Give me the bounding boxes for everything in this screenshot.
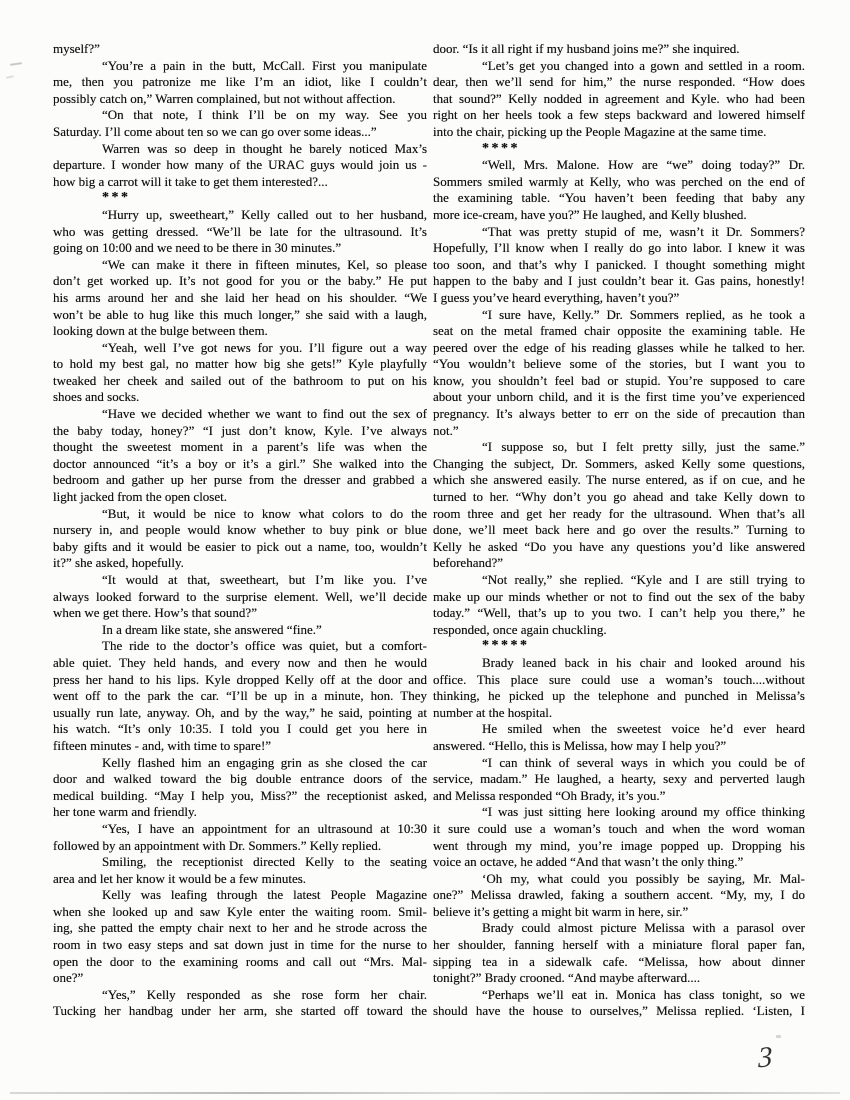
text-line: “Hurry up, sweetheart,” Kelly called out to her husband, xyxy=(102,206,427,222)
text-line: going on 10:00 and we need to be there in 30 minutes.” xyxy=(53,240,342,256)
text-line: make up our minds whether or not to find out the sex of the baby xyxy=(433,588,805,604)
text-line: thinking, he picked up the telephone and punched in Melissa’s xyxy=(433,688,805,704)
text-line: “You wouldn’t believe some of the stories, but I want you to xyxy=(433,356,805,372)
text-line: right on her heels took a few steps backward and lowered himself xyxy=(433,107,805,123)
text-line: office. This place sure could use a woman’s touch....without xyxy=(433,671,805,687)
text-line: In a dream like state, she answered “fine.” xyxy=(102,621,322,637)
text-line: beforehand?” xyxy=(433,555,504,571)
text-line: “But, it would be nice to know what colors to do the xyxy=(102,505,427,521)
text-line: “I was just sitting here looking around my office thinking xyxy=(482,804,805,820)
text-line: his arms around her and she laid her head on his shoulder. “We xyxy=(53,289,427,305)
text-line: went through my mind, you’re image popped up. Dropping his xyxy=(433,837,805,853)
text-line: should have the house to ourselves,” Melissa replied. ‘Listen, I xyxy=(433,1003,805,1019)
text-line: turned to her. “Why don’t you go ahead and take Kelly down to xyxy=(433,489,805,505)
text-line: one?” xyxy=(53,970,84,986)
text-line: followed by an appointment with Dr. Sommers.” Kelly replied. xyxy=(53,837,382,853)
text-line: room in two easy steps and sat down just in time for the nurse to xyxy=(53,937,427,953)
text-line: into the chair, picking up the People Magazine at the same time. xyxy=(433,123,767,139)
text-line: which she answered easily. The nurse entered, as if on cue, and he xyxy=(433,472,805,488)
text-line: “That was pretty stupid of me, wasn’t it Dr. Sommers? xyxy=(482,223,805,239)
text-line: how big a carrot will it take to get them interested?... xyxy=(53,173,328,189)
text-line: “Yes,” Kelly responded as she rose form her chair. xyxy=(102,986,427,1002)
text-line: usually run late, anyway. Oh, and by the way,” he said, pointing at xyxy=(53,704,427,720)
text-line: Hopefully, I’ll know when I really do go into labor. I knew it was xyxy=(433,240,805,256)
text-line: “You’re a pain in the butt, McCall. First you manipulate xyxy=(102,57,427,73)
text-line: Kelly he asked “Do you have any questions you’d like answered xyxy=(433,538,805,554)
text-line: light jacked from the open closet. xyxy=(53,489,228,505)
text-line: believe it’s getting a might bit warm in here, sir.” xyxy=(433,903,689,919)
text-line: Saturday. I’ll come about ten so we can go over some ideas...” xyxy=(53,123,377,139)
text-line: possibly catch on,” Warren complained, but not without affection. xyxy=(53,90,396,106)
text-line: voice an octave, he added “And that wasn’t the only thing.” xyxy=(433,854,744,870)
text-line: Kelly flashed him an engaging grin as she closed the car xyxy=(102,754,427,770)
text-line: Kelly was leafing through the latest People Magazine xyxy=(102,887,427,903)
text-line: Sommers smiled warmly at Kelly, who was perched on the end of xyxy=(433,173,805,189)
text-line: departure. I wonder how many of the URAC guys would join us - xyxy=(53,157,427,173)
text-line: peered over the edge of his reading glasses while he talked to her. xyxy=(433,339,805,355)
text-line: seat on the metal framed chair opposite the examining table. He xyxy=(433,323,805,339)
text-line: it?” she asked, hopefully. xyxy=(53,555,184,571)
text-line: “Yes, I have an appointment for an ultrasound at 10:30 xyxy=(102,820,427,836)
text-line: that sound?” Kelly nodded in agreement and Kyle. who had been xyxy=(433,90,805,106)
text-line: door. “Is it all right if my husband joins me?” she inquired. xyxy=(433,41,740,56)
text-line: number at the hospital. xyxy=(433,704,553,720)
text-line: “Yeah, well I’ve got news for you. I’ll figure out a way xyxy=(102,339,427,355)
text-line: “I sure have, Kelly.” Dr. Sommers replied, as he took a xyxy=(482,306,805,322)
text-line: room three and get her ready for the ultrasound. When that’s all xyxy=(433,505,805,521)
text-line: when we get there. How’s that sound?” xyxy=(53,605,257,621)
text-line: me, then you patronize me like I’m an idiot, like I couldn’t xyxy=(53,74,427,90)
text-line: her shoulder, fanning herself with a miniature floral paper fan, xyxy=(433,937,805,953)
section-separator: **** xyxy=(482,140,520,156)
text-line: “Not really,” she replied. “Kyle and I are still trying to xyxy=(482,572,805,587)
text-line: Brady could almost picture Melissa with a parasol over xyxy=(482,920,805,936)
page-number: 3 xyxy=(757,1040,773,1075)
text-line: her tone warm and friendly. xyxy=(53,804,197,820)
text-line: door and walked toward the big double entrance doors of the xyxy=(53,771,427,787)
text-line: I guess you’ve heard everything, haven’t you?” xyxy=(433,289,680,305)
text-line: and Melissa responded “Oh Brady, it’s you.” xyxy=(433,787,666,803)
section-separator: *** xyxy=(102,190,131,206)
text-line: the examining table. “You haven’t been feeding that baby any xyxy=(433,190,805,206)
text-line: pregnancy. It’s always better to err on the side of precaution than xyxy=(433,406,805,422)
text-line: baby gifts and it would be easier to pick out a name, too, wouldn’t xyxy=(53,538,427,554)
text-line: always looked forward to the surprise element. Well, we’ll decide xyxy=(53,588,427,604)
text-line: won’t be able to hug like this much longer,” she said with a laugh, xyxy=(53,306,427,322)
text-line: ‘Oh my, what could you possibly be saying, Mr. Mal- xyxy=(482,870,805,886)
text-line: area and let her know it would be a few minutes. xyxy=(53,870,307,886)
text-line: bedroom and gather up her purse from the dresser and grabbed a xyxy=(53,472,427,488)
scan-artifact-bottom-line xyxy=(10,1092,840,1094)
text-line: “We can make it there in fifteen minutes, Kel, so please xyxy=(102,256,427,272)
text-line: “On that note, I think I’ll be on my way. See you xyxy=(102,107,427,123)
text-line: the baby today, honey?” “I just don’t know, Kyle. I’ve always xyxy=(53,422,427,438)
text-line: service, madam.” He laughed, a hearty, sexy and perverted laugh xyxy=(433,771,805,787)
text-line: Smiling, the receptionist directed Kelly to the seating xyxy=(102,854,427,870)
text-line: went off to the park the car. “I’ll be up in a minute, hon. They xyxy=(53,688,427,704)
text-line: Changing the subject, Dr. Sommers, asked Kelly some questions, xyxy=(433,455,805,471)
text-line: “Let’s get you changed into a gown and settled in a room. xyxy=(482,57,805,73)
text-line: his watch. “It’s only 10:35. I told you I could get you here in xyxy=(53,721,427,737)
text-line: doctor announced “it’s a boy or it’s a girl.” She walked into the xyxy=(53,455,427,471)
text-line: nursery in, and people would know whether to buy pink or blue xyxy=(53,522,427,538)
text-column-right xyxy=(433,41,805,1020)
text-line: too soon, and that’s why I panicked. I thought something might xyxy=(433,256,805,272)
text-line: know, you shouldn’t feel bad or stupid. You’re supposed to care xyxy=(433,372,805,388)
text-line: dear, then we’ll send for him,” the nurse responded. “How does xyxy=(433,74,805,90)
text-line: open the door to the examining rooms and call out “Mrs. Mal- xyxy=(53,953,427,969)
text-line: don’t get worked up. It’s not good for you or the baby.” He put xyxy=(53,273,427,289)
text-line: not.” xyxy=(433,422,459,438)
section-separator: ***** xyxy=(482,638,530,654)
text-line: thought the sweetest moment in a parent’s life was when the xyxy=(53,439,427,455)
text-line: Warren was so deep in thought he barely noticed Max’s xyxy=(102,140,427,156)
text-line: tweaked her cheek and sailed out of the bathroom to put on his xyxy=(53,372,427,388)
text-line: “Have we decided whether we want to find out the sex of xyxy=(102,406,427,422)
text-line: Brady leaned back in his chair and looked around his xyxy=(482,654,805,670)
text-line: “It would at that, sweetheart, but I’m like you. I’ve xyxy=(102,572,427,587)
text-line: He smiled when the sweetest voice he’d ever heard xyxy=(482,721,805,737)
text-line: myself?” xyxy=(53,41,100,56)
scan-artifact-left-dash xyxy=(10,62,22,66)
text-line: able quiet. They held hands, and every now and then he would xyxy=(53,654,427,670)
text-line: “I suppose so, but I felt pretty silly, just the same.” xyxy=(482,439,805,455)
text-line: one?” Melissa drawled, faking a southern accent. “My, my, I do xyxy=(433,887,805,903)
text-line: press her hand to his lips. Kyle dropped Kelly off at the door and xyxy=(53,671,427,687)
scan-artifact-left-dash-2 xyxy=(6,75,14,79)
text-line: ing, she patted the empty chair next to her and he strode across the xyxy=(53,920,427,936)
text-line: The ride to the doctor’s office was quiet, but a comfort- xyxy=(102,638,427,654)
text-line: happen to the baby and I just couldn’t bear it. Gas pains, honestly! xyxy=(433,273,805,289)
text-line: answered. “Hello, this is Melissa, how may I help you?” xyxy=(433,737,727,753)
text-line: medical building. “May I help you, Miss?” the receptionist asked, xyxy=(53,787,427,803)
text-line: who was getting dressed. “We’ll be late for the ultrasound. It’s xyxy=(53,223,427,239)
text-line: “Well, Mrs. Malone. How are “we” doing today?” Dr. xyxy=(482,157,805,173)
text-line: “I can think of several ways in which you could be of xyxy=(482,754,805,770)
scan-artifact-speck xyxy=(776,1035,781,1038)
text-line: “Perhaps we’ll eat in. Monica has class tonight, so we xyxy=(482,986,805,1002)
text-line: sipping tea in a sidewalk cafe. “Melissa, how about dinner xyxy=(433,953,805,969)
text-line: more ice-cream, have you?” He laughed, and Kelly blushed. xyxy=(433,206,747,222)
text-line: fifteen minutes - and, with time to spare!” xyxy=(53,737,272,753)
text-line: shoes and socks. xyxy=(53,389,140,405)
text-line: when she looked up and saw Kyle enter the waiting room. Smil- xyxy=(53,903,427,919)
text-line: today.” “Well, that’s up to you two. I can’t help you there,” he xyxy=(433,605,805,621)
text-line: responded, once again chuckling. xyxy=(433,621,607,637)
text-line: looking down at the bulge between them. xyxy=(53,323,268,339)
text-line: about your unborn child, and it is the first time you’ve experienced xyxy=(433,389,805,405)
text-line: Tucking her handbag under her arm, she started off toward the xyxy=(53,1003,427,1019)
text-line: done, we’ll meet back here and go over the results.” Turning to xyxy=(433,522,805,538)
text-line: it sure could use a woman’s touch and when the word woman xyxy=(433,820,805,836)
text-line: to hold my best gal, no matter how big she gets!” Kyle playfully xyxy=(53,356,427,372)
text-line: tonight?” Brady crooned. “And maybe afterward.... xyxy=(433,970,701,986)
text-column-left xyxy=(53,41,427,1020)
